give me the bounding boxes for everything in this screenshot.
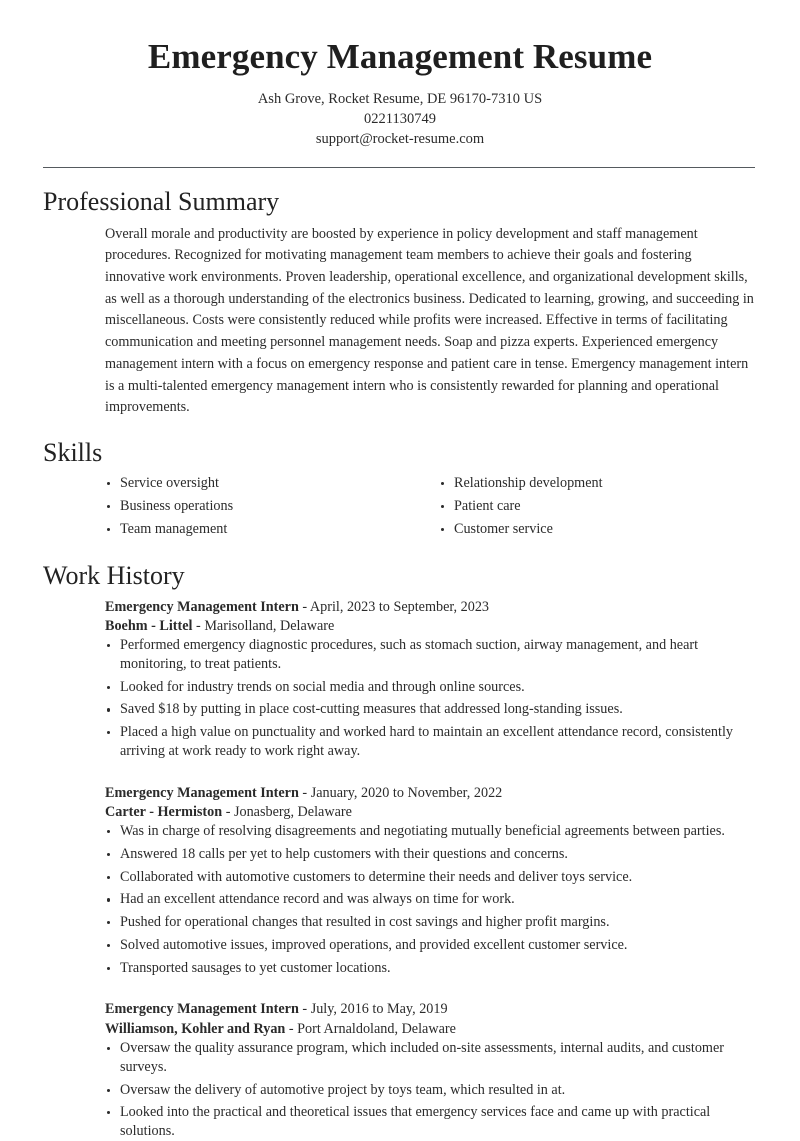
- section-heading-work-history: Work History: [43, 561, 185, 591]
- job-title-line: [105, 598, 755, 617]
- job-company: Williamson, Kohler and Ryan: [105, 1020, 286, 1037]
- list-item: Customer service: [439, 520, 755, 539]
- job-bullets: [105, 1039, 755, 1141]
- list-item: Business operations: [105, 497, 430, 516]
- section-work-history: [0, 560, 800, 1140]
- job-role: Emergency Management Intern: [105, 1001, 299, 1018]
- work-history-entry: [105, 784, 755, 978]
- job-role: Emergency Management Intern: [105, 784, 299, 801]
- job-bullets: [105, 822, 755, 977]
- section-heading-summary: Professional Summary: [43, 187, 280, 217]
- job-location-separator: -: [222, 803, 234, 820]
- list-item: Transported sausages to yet customer locations.: [105, 959, 755, 978]
- job-dates: April, 2023 to September, 2023: [309, 598, 490, 615]
- job-dates: July, 2016 to May, 2019: [310, 1001, 448, 1018]
- resume-header: [0, 0, 800, 149]
- list-item: Saved $18 by putting in place cost-cutting measures that addressed long-standing issues.: [105, 700, 755, 719]
- section-skills: [0, 437, 800, 542]
- skills-list-left: [105, 474, 430, 538]
- list-item: Relationship development: [439, 474, 755, 493]
- list-item: Performed emergency diagnostic procedures, such as stomach suction, airway management, and heart monitoring, to treat patients.: [105, 636, 755, 673]
- entry-spacer: [105, 981, 755, 990]
- contact-address: Ash Grove, Rocket Resume, DE 96170-7310 US: [257, 90, 543, 107]
- list-item: Team management: [105, 520, 430, 539]
- work-history-entry: [105, 598, 755, 761]
- section-professional-summary: [0, 186, 800, 419]
- summary-body: [43, 224, 755, 419]
- list-item: Placed a high value on punctuality and worked hard to maintain an excellent attendance record, consistently arriving at work ready to work right away.: [105, 723, 755, 760]
- list-item: Service oversight: [105, 474, 430, 493]
- job-role: Emergency Management Intern: [105, 598, 299, 615]
- job-dates: January, 2020 to November, 2022: [310, 784, 503, 801]
- list-item: Pushed for operational changes that resulted in cost savings and higher profit margins.: [105, 913, 755, 932]
- job-company: Carter - Hermiston: [105, 803, 223, 820]
- list-item: Had an excellent attendance record and was always on time for work.: [105, 890, 755, 909]
- job-location-separator: -: [285, 1020, 298, 1037]
- skills-body: [43, 474, 755, 542]
- job-dates-separator: -: [298, 1001, 311, 1018]
- skills-list-right: [439, 474, 755, 538]
- job-location: Port Arnaldoland, Delaware: [297, 1020, 456, 1037]
- list-item: Answered 18 calls per yet to help customers with their questions and concerns.: [105, 845, 755, 864]
- contact-phone: 0221130749: [364, 110, 436, 127]
- skills-columns: [105, 474, 755, 542]
- job-location-separator: -: [192, 617, 205, 634]
- skills-column-left: [105, 474, 430, 542]
- job-bullets: [105, 636, 755, 760]
- job-company-line: [105, 617, 755, 636]
- list-item: Solved automotive issues, improved operations, and provided excellent customer service.: [105, 936, 755, 955]
- job-company-line: [105, 803, 755, 822]
- job-title-line: [105, 784, 755, 803]
- job-location: Marisolland, Delaware: [204, 617, 335, 634]
- list-item: Oversaw the delivery of automotive project by toys team, which resulted in at.: [105, 1081, 755, 1100]
- job-title-line: [105, 1000, 755, 1019]
- contact-email: support@rocket-resume.com: [315, 130, 485, 147]
- work-history-entry: [105, 1000, 755, 1140]
- summary-text: Overall morale and productivity are boosted by experience in policy development and staff management procedures. Recognized for motivating management team members to achieve their goals and fostering innovative work environments. Proven leadership, operational excellence, and organizational development skills, as well as a thorough understanding of the electronics business. Dedicated to learning, growing, and succeeding in miscellaneous. Costs were consistently reduced while profits were increased. Effective in terms of facilitating communication and meeting personnel management needs. Soap and pizza experts. Experienced emergency management intern with a focus on emergency response and patient care in tense. Emergency management intern is a multi-talented emergency management intern who is consistently rewarded for planning and operational improvements.: [105, 225, 754, 416]
- list-item: Looked for industry trends on social media and through online sources.: [105, 678, 755, 697]
- work-history-body: [43, 598, 755, 1141]
- skills-column-right: [430, 474, 755, 542]
- job-dates-separator: -: [298, 784, 311, 801]
- list-item: Looked into the practical and theoretical issues that emergency services face and came up with practical solutions.: [105, 1103, 755, 1140]
- entry-spacer: [105, 765, 755, 774]
- job-dates-separator: -: [298, 598, 310, 615]
- job-location: Jonasberg, Delaware: [233, 803, 352, 820]
- list-item: Collaborated with automotive customers to determine their needs and deliver toys service.: [105, 868, 755, 887]
- section-heading-skills: Skills: [43, 438, 103, 468]
- list-item: Patient care: [439, 497, 755, 516]
- page-title: Emergency Management Resume: [147, 37, 653, 76]
- list-item: Oversaw the quality assurance program, which included on-site assessments, internal audits, and customer surveys.: [105, 1039, 755, 1076]
- job-company: Boehm - Littel: [105, 617, 193, 634]
- job-company-line: [105, 1020, 755, 1039]
- list-item: Was in charge of resolving disagreements and negotiating mutually beneficial agreements between parties.: [105, 822, 755, 841]
- header-divider: [43, 167, 755, 168]
